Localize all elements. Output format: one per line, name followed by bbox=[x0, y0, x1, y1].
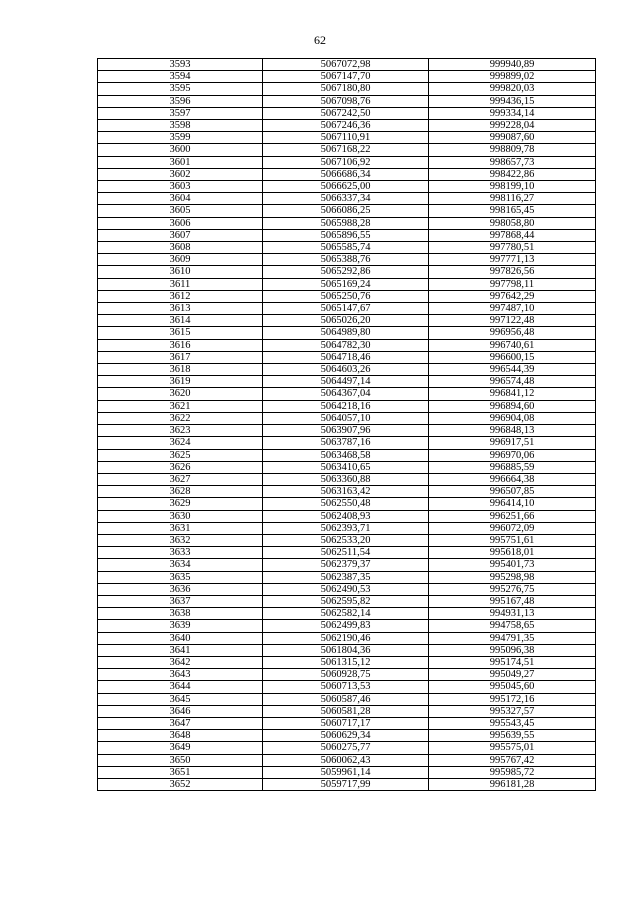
point-number-cell: 3649 bbox=[98, 742, 263, 754]
point-number-cell: 3644 bbox=[98, 681, 263, 693]
y-coordinate-cell: 995174,51 bbox=[429, 656, 596, 668]
table-row bbox=[98, 498, 596, 510]
point-number-cell: 3599 bbox=[98, 132, 263, 144]
x-coordinate-cell: 5062499,83 bbox=[263, 620, 429, 632]
point-number-cell: 3632 bbox=[98, 534, 263, 546]
x-coordinate-cell: 5062533,20 bbox=[263, 534, 429, 546]
x-coordinate-cell: 5067168,22 bbox=[263, 144, 429, 156]
table-row bbox=[98, 364, 596, 376]
y-coordinate-cell: 996181,28 bbox=[429, 778, 596, 790]
x-coordinate-cell: 5064218,16 bbox=[263, 400, 429, 412]
page-number: 62 bbox=[314, 33, 326, 47]
y-coordinate-cell: 995751,61 bbox=[429, 534, 596, 546]
x-coordinate-cell: 5063907,96 bbox=[263, 425, 429, 437]
table-row bbox=[98, 705, 596, 717]
table-row bbox=[98, 254, 596, 266]
table-row bbox=[98, 83, 596, 95]
table-row bbox=[98, 693, 596, 705]
table-row bbox=[98, 107, 596, 119]
table-row bbox=[98, 656, 596, 668]
x-coordinate-cell: 5065169,24 bbox=[263, 278, 429, 290]
point-number-cell: 3614 bbox=[98, 315, 263, 327]
table-row bbox=[98, 754, 596, 766]
x-coordinate-cell: 5067147,70 bbox=[263, 71, 429, 83]
point-number-cell: 3595 bbox=[98, 83, 263, 95]
x-coordinate-cell: 5062582,14 bbox=[263, 608, 429, 620]
y-coordinate-cell: 996251,66 bbox=[429, 510, 596, 522]
point-number-cell: 3648 bbox=[98, 730, 263, 742]
x-coordinate-cell: 5064497,14 bbox=[263, 376, 429, 388]
point-number-cell: 3597 bbox=[98, 107, 263, 119]
y-coordinate-cell: 997868,44 bbox=[429, 229, 596, 241]
x-coordinate-cell: 5062511,54 bbox=[263, 547, 429, 559]
point-number-cell: 3625 bbox=[98, 449, 263, 461]
coordinates-table-body bbox=[98, 59, 596, 791]
y-coordinate-cell: 995618,01 bbox=[429, 547, 596, 559]
y-coordinate-cell: 998058,80 bbox=[429, 217, 596, 229]
point-number-cell: 3639 bbox=[98, 620, 263, 632]
table-row bbox=[98, 266, 596, 278]
table-row bbox=[98, 571, 596, 583]
table-row bbox=[98, 486, 596, 498]
table-row bbox=[98, 193, 596, 205]
table-row bbox=[98, 132, 596, 144]
table-row bbox=[98, 217, 596, 229]
table-row bbox=[98, 315, 596, 327]
point-number-cell: 3652 bbox=[98, 778, 263, 790]
y-coordinate-cell: 998657,73 bbox=[429, 156, 596, 168]
y-coordinate-cell: 996507,85 bbox=[429, 486, 596, 498]
x-coordinate-cell: 5064057,10 bbox=[263, 412, 429, 424]
table-row bbox=[98, 425, 596, 437]
table-row bbox=[98, 449, 596, 461]
point-number-cell: 3605 bbox=[98, 205, 263, 217]
y-coordinate-cell: 995985,72 bbox=[429, 766, 596, 778]
point-number-cell: 3603 bbox=[98, 181, 263, 193]
table-row bbox=[98, 620, 596, 632]
table-row bbox=[98, 608, 596, 620]
x-coordinate-cell: 5064603,26 bbox=[263, 364, 429, 376]
table-row bbox=[98, 376, 596, 388]
x-coordinate-cell: 5062190,46 bbox=[263, 632, 429, 644]
table-row bbox=[98, 144, 596, 156]
point-number-cell: 3646 bbox=[98, 705, 263, 717]
table-row bbox=[98, 229, 596, 241]
point-number-cell: 3624 bbox=[98, 437, 263, 449]
x-coordinate-cell: 5063360,88 bbox=[263, 473, 429, 485]
point-number-cell: 3633 bbox=[98, 547, 263, 559]
point-number-cell: 3635 bbox=[98, 571, 263, 583]
x-coordinate-cell: 5060629,34 bbox=[263, 730, 429, 742]
x-coordinate-cell: 5060713,53 bbox=[263, 681, 429, 693]
point-number-cell: 3630 bbox=[98, 510, 263, 522]
x-coordinate-cell: 5060717,17 bbox=[263, 717, 429, 729]
y-coordinate-cell: 996574,48 bbox=[429, 376, 596, 388]
table-row bbox=[98, 290, 596, 302]
point-number-cell: 3621 bbox=[98, 400, 263, 412]
y-coordinate-cell: 999334,14 bbox=[429, 107, 596, 119]
table-row bbox=[98, 303, 596, 315]
x-coordinate-cell: 5065388,76 bbox=[263, 254, 429, 266]
x-coordinate-cell: 5062393,71 bbox=[263, 522, 429, 534]
point-number-cell: 3609 bbox=[98, 254, 263, 266]
y-coordinate-cell: 995049,27 bbox=[429, 669, 596, 681]
x-coordinate-cell: 5067242,50 bbox=[263, 107, 429, 119]
y-coordinate-cell: 997771,13 bbox=[429, 254, 596, 266]
y-coordinate-cell: 994791,35 bbox=[429, 632, 596, 644]
table-row bbox=[98, 327, 596, 339]
y-coordinate-cell: 995172,16 bbox=[429, 693, 596, 705]
y-coordinate-cell: 998199,10 bbox=[429, 181, 596, 193]
x-coordinate-cell: 5060062,43 bbox=[263, 754, 429, 766]
y-coordinate-cell: 996894,60 bbox=[429, 400, 596, 412]
y-coordinate-cell: 996414,10 bbox=[429, 498, 596, 510]
point-number-cell: 3643 bbox=[98, 669, 263, 681]
point-number-cell: 3645 bbox=[98, 693, 263, 705]
x-coordinate-cell: 5059717,99 bbox=[263, 778, 429, 790]
point-number-cell: 3600 bbox=[98, 144, 263, 156]
table-row bbox=[98, 59, 596, 71]
y-coordinate-cell: 997798,11 bbox=[429, 278, 596, 290]
x-coordinate-cell: 5066686,34 bbox=[263, 168, 429, 180]
x-coordinate-cell: 5060275,77 bbox=[263, 742, 429, 754]
y-coordinate-cell: 998809,78 bbox=[429, 144, 596, 156]
point-number-cell: 3623 bbox=[98, 425, 263, 437]
point-number-cell: 3598 bbox=[98, 120, 263, 132]
point-number-cell: 3606 bbox=[98, 217, 263, 229]
point-number-cell: 3604 bbox=[98, 193, 263, 205]
y-coordinate-cell: 996600,15 bbox=[429, 351, 596, 363]
y-coordinate-cell: 999087,60 bbox=[429, 132, 596, 144]
point-number-cell: 3647 bbox=[98, 717, 263, 729]
table-row bbox=[98, 400, 596, 412]
coordinates-table bbox=[97, 58, 596, 791]
x-coordinate-cell: 5067072,98 bbox=[263, 59, 429, 71]
table-row bbox=[98, 730, 596, 742]
x-coordinate-cell: 5062387,35 bbox=[263, 571, 429, 583]
table-row bbox=[98, 242, 596, 254]
y-coordinate-cell: 998422,86 bbox=[429, 168, 596, 180]
x-coordinate-cell: 5064718,46 bbox=[263, 351, 429, 363]
x-coordinate-cell: 5063787,16 bbox=[263, 437, 429, 449]
x-coordinate-cell: 5060581,28 bbox=[263, 705, 429, 717]
table-row bbox=[98, 595, 596, 607]
y-coordinate-cell: 996072,09 bbox=[429, 522, 596, 534]
point-number-cell: 3602 bbox=[98, 168, 263, 180]
y-coordinate-cell: 995045,60 bbox=[429, 681, 596, 693]
point-number-cell: 3611 bbox=[98, 278, 263, 290]
table-row bbox=[98, 681, 596, 693]
x-coordinate-cell: 5062550,48 bbox=[263, 498, 429, 510]
table-row bbox=[98, 437, 596, 449]
y-coordinate-cell: 995639,55 bbox=[429, 730, 596, 742]
x-coordinate-cell: 5065250,76 bbox=[263, 290, 429, 302]
y-coordinate-cell: 996664,38 bbox=[429, 473, 596, 485]
point-number-cell: 3627 bbox=[98, 473, 263, 485]
y-coordinate-cell: 998116,27 bbox=[429, 193, 596, 205]
y-coordinate-cell: 999940,89 bbox=[429, 59, 596, 71]
x-coordinate-cell: 5067110,91 bbox=[263, 132, 429, 144]
point-number-cell: 3634 bbox=[98, 559, 263, 571]
y-coordinate-cell: 996544,39 bbox=[429, 364, 596, 376]
y-coordinate-cell: 996885,59 bbox=[429, 461, 596, 473]
point-number-cell: 3629 bbox=[98, 498, 263, 510]
point-number-cell: 3651 bbox=[98, 766, 263, 778]
table-row bbox=[98, 278, 596, 290]
y-coordinate-cell: 996740,61 bbox=[429, 339, 596, 351]
point-number-cell: 3619 bbox=[98, 376, 263, 388]
point-number-cell: 3608 bbox=[98, 242, 263, 254]
y-coordinate-cell: 995276,75 bbox=[429, 583, 596, 595]
x-coordinate-cell: 5067180,80 bbox=[263, 83, 429, 95]
point-number-cell: 3642 bbox=[98, 656, 263, 668]
table-row bbox=[98, 461, 596, 473]
table-row bbox=[98, 583, 596, 595]
table-row bbox=[98, 534, 596, 546]
x-coordinate-cell: 5063468,58 bbox=[263, 449, 429, 461]
table-row bbox=[98, 778, 596, 790]
x-coordinate-cell: 5065026,20 bbox=[263, 315, 429, 327]
y-coordinate-cell: 995298,98 bbox=[429, 571, 596, 583]
y-coordinate-cell: 995167,48 bbox=[429, 595, 596, 607]
x-coordinate-cell: 5062490,53 bbox=[263, 583, 429, 595]
point-number-cell: 3617 bbox=[98, 351, 263, 363]
x-coordinate-cell: 5065585,74 bbox=[263, 242, 429, 254]
x-coordinate-cell: 5065147,67 bbox=[263, 303, 429, 315]
point-number-cell: 3628 bbox=[98, 486, 263, 498]
point-number-cell: 3640 bbox=[98, 632, 263, 644]
table-row bbox=[98, 120, 596, 132]
x-coordinate-cell: 5062595,82 bbox=[263, 595, 429, 607]
x-coordinate-cell: 5065988,28 bbox=[263, 217, 429, 229]
y-coordinate-cell: 997487,10 bbox=[429, 303, 596, 315]
x-coordinate-cell: 5067246,36 bbox=[263, 120, 429, 132]
point-number-cell: 3612 bbox=[98, 290, 263, 302]
point-number-cell: 3622 bbox=[98, 412, 263, 424]
x-coordinate-cell: 5065896,55 bbox=[263, 229, 429, 241]
y-coordinate-cell: 995096,38 bbox=[429, 644, 596, 656]
y-coordinate-cell: 997642,29 bbox=[429, 290, 596, 302]
y-coordinate-cell: 995767,42 bbox=[429, 754, 596, 766]
y-coordinate-cell: 997122,48 bbox=[429, 315, 596, 327]
x-coordinate-cell: 5067106,92 bbox=[263, 156, 429, 168]
point-number-cell: 3601 bbox=[98, 156, 263, 168]
y-coordinate-cell: 995401,73 bbox=[429, 559, 596, 571]
table-row bbox=[98, 669, 596, 681]
x-coordinate-cell: 5059961,14 bbox=[263, 766, 429, 778]
x-coordinate-cell: 5067098,76 bbox=[263, 95, 429, 107]
table-row bbox=[98, 95, 596, 107]
y-coordinate-cell: 996904,08 bbox=[429, 412, 596, 424]
y-coordinate-cell: 996956,48 bbox=[429, 327, 596, 339]
x-coordinate-cell: 5066625,00 bbox=[263, 181, 429, 193]
table-row bbox=[98, 168, 596, 180]
y-coordinate-cell: 995543,45 bbox=[429, 717, 596, 729]
table-row bbox=[98, 156, 596, 168]
x-coordinate-cell: 5060587,46 bbox=[263, 693, 429, 705]
point-number-cell: 3613 bbox=[98, 303, 263, 315]
point-number-cell: 3637 bbox=[98, 595, 263, 607]
point-number-cell: 3616 bbox=[98, 339, 263, 351]
table-row bbox=[98, 71, 596, 83]
x-coordinate-cell: 5063410,65 bbox=[263, 461, 429, 473]
y-coordinate-cell: 996848,13 bbox=[429, 425, 596, 437]
point-number-cell: 3596 bbox=[98, 95, 263, 107]
y-coordinate-cell: 995327,57 bbox=[429, 705, 596, 717]
point-number-cell: 3631 bbox=[98, 522, 263, 534]
point-number-cell: 3610 bbox=[98, 266, 263, 278]
x-coordinate-cell: 5061315,12 bbox=[263, 656, 429, 668]
table-row bbox=[98, 351, 596, 363]
table-row bbox=[98, 632, 596, 644]
table-row bbox=[98, 559, 596, 571]
y-coordinate-cell: 996970,06 bbox=[429, 449, 596, 461]
table-row bbox=[98, 547, 596, 559]
y-coordinate-cell: 999228,04 bbox=[429, 120, 596, 132]
y-coordinate-cell: 998165,45 bbox=[429, 205, 596, 217]
y-coordinate-cell: 994931,13 bbox=[429, 608, 596, 620]
point-number-cell: 3615 bbox=[98, 327, 263, 339]
x-coordinate-cell: 5062379,37 bbox=[263, 559, 429, 571]
table-row bbox=[98, 644, 596, 656]
point-number-cell: 3626 bbox=[98, 461, 263, 473]
table-row bbox=[98, 742, 596, 754]
x-coordinate-cell: 5060928,75 bbox=[263, 669, 429, 681]
x-coordinate-cell: 5064367,04 bbox=[263, 388, 429, 400]
point-number-cell: 3594 bbox=[98, 71, 263, 83]
table-row bbox=[98, 766, 596, 778]
y-coordinate-cell: 999899,02 bbox=[429, 71, 596, 83]
y-coordinate-cell: 999436,15 bbox=[429, 95, 596, 107]
table-row bbox=[98, 717, 596, 729]
y-coordinate-cell: 995575,01 bbox=[429, 742, 596, 754]
point-number-cell: 3618 bbox=[98, 364, 263, 376]
y-coordinate-cell: 996917,51 bbox=[429, 437, 596, 449]
point-number-cell: 3607 bbox=[98, 229, 263, 241]
table-row bbox=[98, 181, 596, 193]
table-row bbox=[98, 473, 596, 485]
x-coordinate-cell: 5065292,86 bbox=[263, 266, 429, 278]
x-coordinate-cell: 5066337,34 bbox=[263, 193, 429, 205]
point-number-cell: 3638 bbox=[98, 608, 263, 620]
y-coordinate-cell: 997780,51 bbox=[429, 242, 596, 254]
point-number-cell: 3641 bbox=[98, 644, 263, 656]
x-coordinate-cell: 5062408,93 bbox=[263, 510, 429, 522]
x-coordinate-cell: 5064782,30 bbox=[263, 339, 429, 351]
table-row bbox=[98, 339, 596, 351]
x-coordinate-cell: 5063163,42 bbox=[263, 486, 429, 498]
table-row bbox=[98, 522, 596, 534]
table-row bbox=[98, 510, 596, 522]
x-coordinate-cell: 5066086,25 bbox=[263, 205, 429, 217]
point-number-cell: 3636 bbox=[98, 583, 263, 595]
table-row bbox=[98, 205, 596, 217]
y-coordinate-cell: 999820,03 bbox=[429, 83, 596, 95]
table-row bbox=[98, 412, 596, 424]
y-coordinate-cell: 994758,65 bbox=[429, 620, 596, 632]
point-number-cell: 3620 bbox=[98, 388, 263, 400]
y-coordinate-cell: 996841,12 bbox=[429, 388, 596, 400]
x-coordinate-cell: 5064989,80 bbox=[263, 327, 429, 339]
x-coordinate-cell: 5061804,36 bbox=[263, 644, 429, 656]
table-row bbox=[98, 388, 596, 400]
y-coordinate-cell: 997826,56 bbox=[429, 266, 596, 278]
point-number-cell: 3650 bbox=[98, 754, 263, 766]
point-number-cell: 3593 bbox=[98, 59, 263, 71]
